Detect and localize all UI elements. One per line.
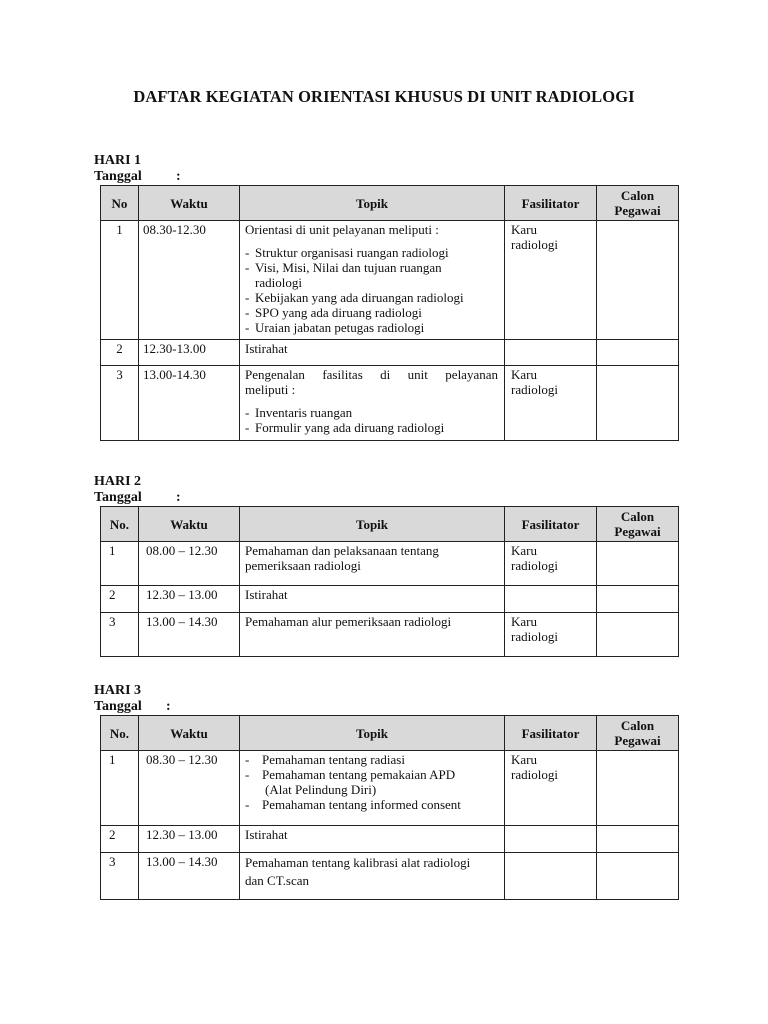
- fasil-line-1: Karu: [511, 222, 537, 237]
- list-item: - Kebijakan yang ada diruangan radiologi: [245, 290, 498, 305]
- fasil-line-2: radiologi: [511, 558, 558, 573]
- cell-calon-pegawai[interactable]: [597, 586, 679, 613]
- col-header-calon-pegawai: [597, 716, 679, 751]
- table-row: [101, 221, 679, 340]
- cell-calon-pegawai[interactable]: [597, 751, 679, 826]
- tanggal-label: Tanggal: [94, 169, 142, 184]
- cell-no: 2: [101, 826, 139, 853]
- fasil-line-2: radiologi: [511, 382, 558, 397]
- table-row: [101, 613, 679, 657]
- fasil-line-1: Karu: [511, 367, 537, 382]
- cell-calon-pegawai[interactable]: [597, 221, 679, 340]
- cell-no: 3: [101, 613, 139, 657]
- table-row: [101, 586, 679, 613]
- cell-waktu: 12.30 – 13.00: [139, 826, 240, 853]
- tanggal-colon: :: [176, 490, 181, 505]
- list-item: - SPO yang ada diruang radiologi: [245, 305, 498, 320]
- col-header-no: No.: [101, 716, 139, 751]
- cell-fasilitator: [505, 751, 597, 826]
- col-header-no: No.: [101, 507, 139, 542]
- day1-schedule-table: [100, 185, 679, 441]
- calon-line-2: Pegawai: [614, 733, 661, 748]
- cell-waktu: 13.00-14.30: [139, 366, 240, 441]
- tanggal-label: Tanggal: [94, 699, 142, 714]
- cell-no: 1: [101, 221, 139, 340]
- fasil-line-1: Karu: [511, 543, 537, 558]
- topik-list: [245, 752, 498, 812]
- topik-list: [245, 405, 498, 435]
- fasil-line-1: Karu: [511, 752, 537, 767]
- col-header-topik: Topik: [240, 716, 505, 751]
- col-header-fasilitator: Fasilitator: [505, 186, 597, 221]
- list-item-text: Visi, Misi, Nilai dan tujuan ruangan: [255, 260, 442, 275]
- cell-fasilitator: [505, 586, 597, 613]
- cell-no: 1: [101, 542, 139, 586]
- cell-topik: [240, 221, 505, 340]
- cell-no: 2: [101, 340, 139, 366]
- cell-fasilitator: [505, 613, 597, 657]
- col-header-topik: Topik: [240, 507, 505, 542]
- day2-date-line: [94, 490, 181, 506]
- cell-fasilitator: [505, 542, 597, 586]
- cell-fasilitator: [505, 366, 597, 441]
- table-header-row: [101, 716, 679, 751]
- cell-no: 3: [101, 366, 139, 441]
- cell-fasilitator: [505, 340, 597, 366]
- cell-waktu: 12.30 – 13.00: [139, 586, 240, 613]
- table-header-row: [101, 507, 679, 542]
- topik-list: [245, 245, 498, 335]
- topik-intro-line-2: meliputi :: [245, 382, 296, 397]
- col-header-calon-pegawai: [597, 186, 679, 221]
- col-header-no: No: [101, 186, 139, 221]
- topik-intro-line-1: Pengenalan fasilitas di unit pelayanan: [245, 367, 498, 382]
- cell-waktu: 13.00 – 14.30: [139, 853, 240, 900]
- topik-line-1: Pemahaman tentang kalibrasi alat radiologi: [245, 855, 471, 870]
- cell-no: 3: [101, 853, 139, 900]
- topik-line-2: pemeriksaan radiologi: [245, 558, 361, 573]
- day2-heading: [94, 474, 181, 506]
- cell-fasilitator: [505, 826, 597, 853]
- cell-topik: [240, 751, 505, 826]
- table-row: [101, 340, 679, 366]
- calon-line-2: Pegawai: [614, 203, 661, 218]
- col-header-topik: Topik: [240, 186, 505, 221]
- calon-line-1: Calon: [620, 718, 655, 733]
- day3-heading: [94, 683, 171, 715]
- cell-topik: Pemahaman alur pemeriksaan radiologi: [240, 613, 505, 657]
- day3-date-line: [94, 699, 171, 715]
- tanggal-colon: :: [166, 699, 171, 714]
- list-item: - Formulir yang ada diruang radiologi: [245, 420, 498, 435]
- col-header-waktu: Waktu: [139, 507, 240, 542]
- cell-calon-pegawai[interactable]: [597, 340, 679, 366]
- list-item-continuation: (Alat Pelindung Diri): [265, 782, 377, 797]
- topik-intro: Orientasi di unit pelayanan meliputi :: [245, 222, 439, 237]
- col-header-waktu: Waktu: [139, 716, 240, 751]
- table-row: [101, 366, 679, 441]
- fasil-line-1: Karu: [511, 614, 537, 629]
- day1-label: HARI 1: [94, 153, 142, 168]
- cell-topik: Istirahat: [240, 586, 505, 613]
- topik-line-1: Pemahaman dan pelaksanaan tentang: [245, 543, 439, 558]
- fasil-line-2: radiologi: [511, 237, 558, 252]
- list-item: - Pemahaman tentang informed consent: [245, 797, 498, 812]
- list-item-continuation: radiologi: [255, 275, 302, 290]
- col-header-calon-pegawai: [597, 507, 679, 542]
- day1-heading: [94, 153, 181, 185]
- topik-line-2: dan CT.scan: [245, 873, 310, 888]
- day3-label: HARI 3: [94, 683, 142, 698]
- cell-waktu: 08.00 – 12.30: [139, 542, 240, 586]
- day3-schedule-table: [100, 715, 679, 900]
- day1-date-line: [94, 169, 181, 185]
- table-row: [101, 853, 679, 900]
- cell-topik: Istirahat: [240, 826, 505, 853]
- cell-calon-pegawai[interactable]: [597, 826, 679, 853]
- list-item: [245, 767, 498, 797]
- day2-label: HARI 2: [94, 474, 142, 489]
- tanggal-label: Tanggal: [94, 490, 142, 505]
- list-item: - Inventaris ruangan: [245, 405, 498, 420]
- fasil-line-2: radiologi: [511, 767, 558, 782]
- list-item: - Struktur organisasi ruangan radiologi: [245, 245, 498, 260]
- col-header-fasilitator: Fasilitator: [505, 716, 597, 751]
- cell-topik: [240, 853, 505, 900]
- cell-calon-pegawai[interactable]: [597, 366, 679, 441]
- day2-schedule-table: [100, 506, 679, 657]
- col-header-waktu: Waktu: [139, 186, 240, 221]
- cell-no: 2: [101, 586, 139, 613]
- cell-waktu: 13.00 – 14.30: [139, 613, 240, 657]
- list-item: [245, 260, 498, 290]
- cell-calon-pegawai[interactable]: [597, 853, 679, 900]
- cell-waktu: 08.30-12.30: [139, 221, 240, 340]
- page-title: DAFTAR KEGIATAN ORIENTASI KHUSUS DI UNIT RADIOLOGI: [133, 87, 635, 106]
- cell-fasilitator: [505, 221, 597, 340]
- calon-line-2: Pegawai: [614, 524, 661, 539]
- table-row: [101, 826, 679, 853]
- cell-calon-pegawai[interactable]: [597, 542, 679, 586]
- cell-waktu: 12.30-13.00: [139, 340, 240, 366]
- cell-topik: Istirahat: [240, 340, 505, 366]
- cell-fasilitator: [505, 853, 597, 900]
- fasil-line-2: radiologi: [511, 629, 558, 644]
- calon-line-1: Calon: [620, 509, 655, 524]
- col-header-fasilitator: Fasilitator: [505, 507, 597, 542]
- list-item: - Uraian jabatan petugas radiologi: [245, 320, 498, 335]
- cell-topik: [240, 366, 505, 441]
- cell-waktu: 08.30 – 12.30: [139, 751, 240, 826]
- cell-topik: [240, 542, 505, 586]
- tanggal-colon: :: [176, 169, 181, 184]
- cell-no: 1: [101, 751, 139, 826]
- calon-line-1: Calon: [620, 188, 655, 203]
- cell-calon-pegawai[interactable]: [597, 613, 679, 657]
- table-header-row: [101, 186, 679, 221]
- table-row: [101, 542, 679, 586]
- list-item: - Pemahaman tentang radiasi: [245, 752, 498, 767]
- list-item-text: Pemahaman tentang pemakaian APD: [262, 767, 456, 782]
- table-row: [101, 751, 679, 826]
